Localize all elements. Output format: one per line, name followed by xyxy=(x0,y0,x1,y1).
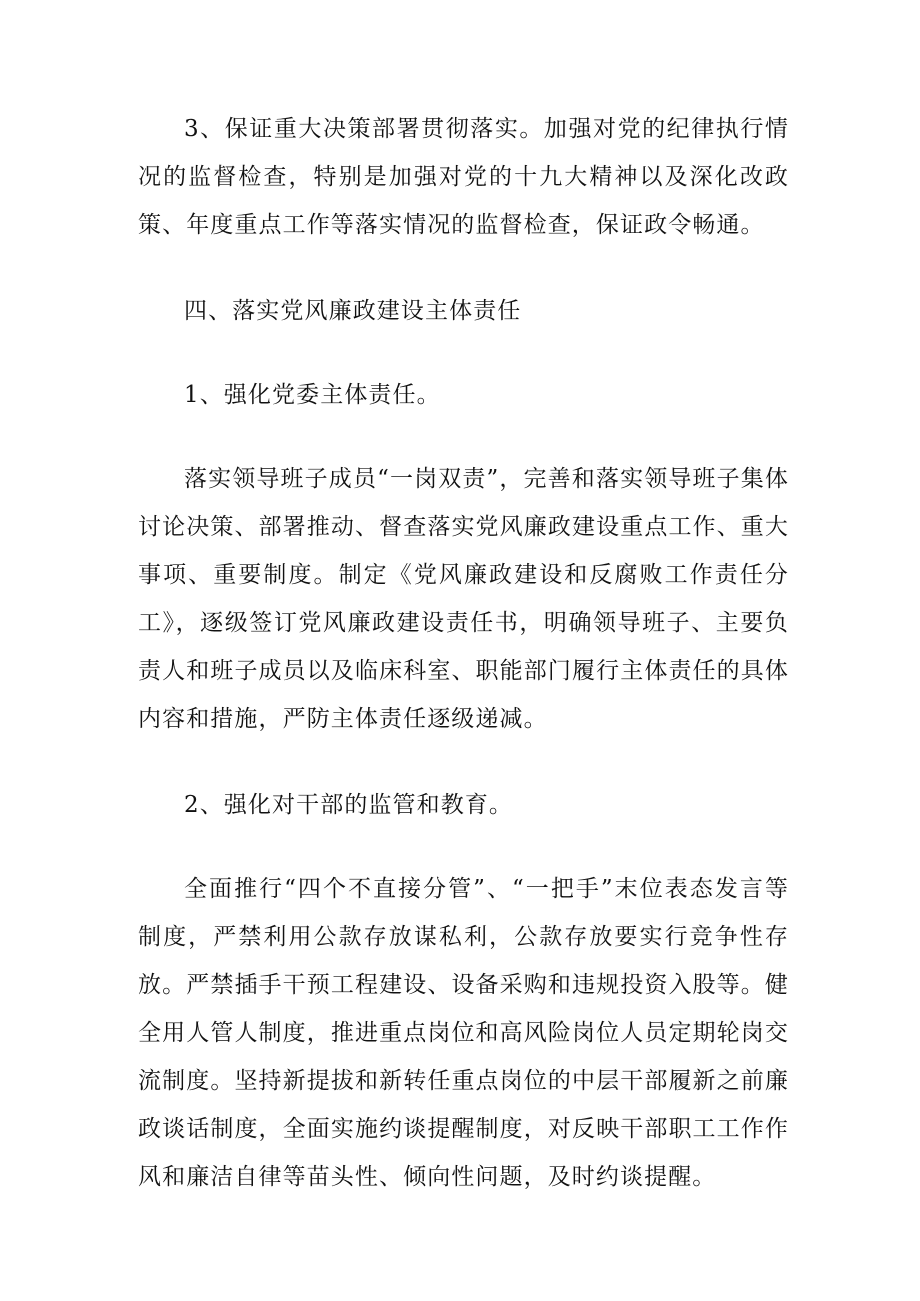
subheading-cadre-supervision: 2、强化对干部的监管和教育。 xyxy=(184,792,514,818)
section-heading-four: 四、落实党风廉政建设主体责任 xyxy=(184,298,522,324)
paragraph-cadre-supervision: 全面推行“四个不直接分管”、“一把手”末位表态发言等制度，严禁利用公款存放谋私利，公款存放要实行竞争性存放。严禁插手干预工程建设、设备采购和违规投资入股等。健全用人管人制度，推进重点岗位和高风险岗位人员定期轮岗交流制度。坚持新提拔和新转任重点岗位的中层干部履新之前廉政谈话制度，全面实施约谈提醒制度，对反映干部职工工作作风和廉洁自律等苗头性、倾向性问题，及时约谈提醒。 xyxy=(138,876,789,1190)
paragraph-decision-implementation: 3、保证重大决策部署贯彻落实。加强对党的纪律执行情况的监督检查，特别是加强对党的十九大精神以及深化改政策、年度重点工作等落实情况的监督检查，保证政令畅通。 xyxy=(138,116,789,238)
subheading-party-committee-responsibility: 1、强化党委主体责任。 xyxy=(184,382,441,408)
paragraph-leadership-responsibility: 落实领导班子成员“一岗双责”，完善和落实领导班子集体讨论决策、部署推动、督查落实党风廉政建设重点工作、重大事项、重要制度。制定《党风廉政建设和反腐败工作责任分工》，逐级签订党风廉政建设责任书，明确领导班子、主要负责人和班子成员以及临床科室、职能部门履行主体责任的具体内容和措施，严防主体责任逐级递减。 xyxy=(138,466,789,732)
